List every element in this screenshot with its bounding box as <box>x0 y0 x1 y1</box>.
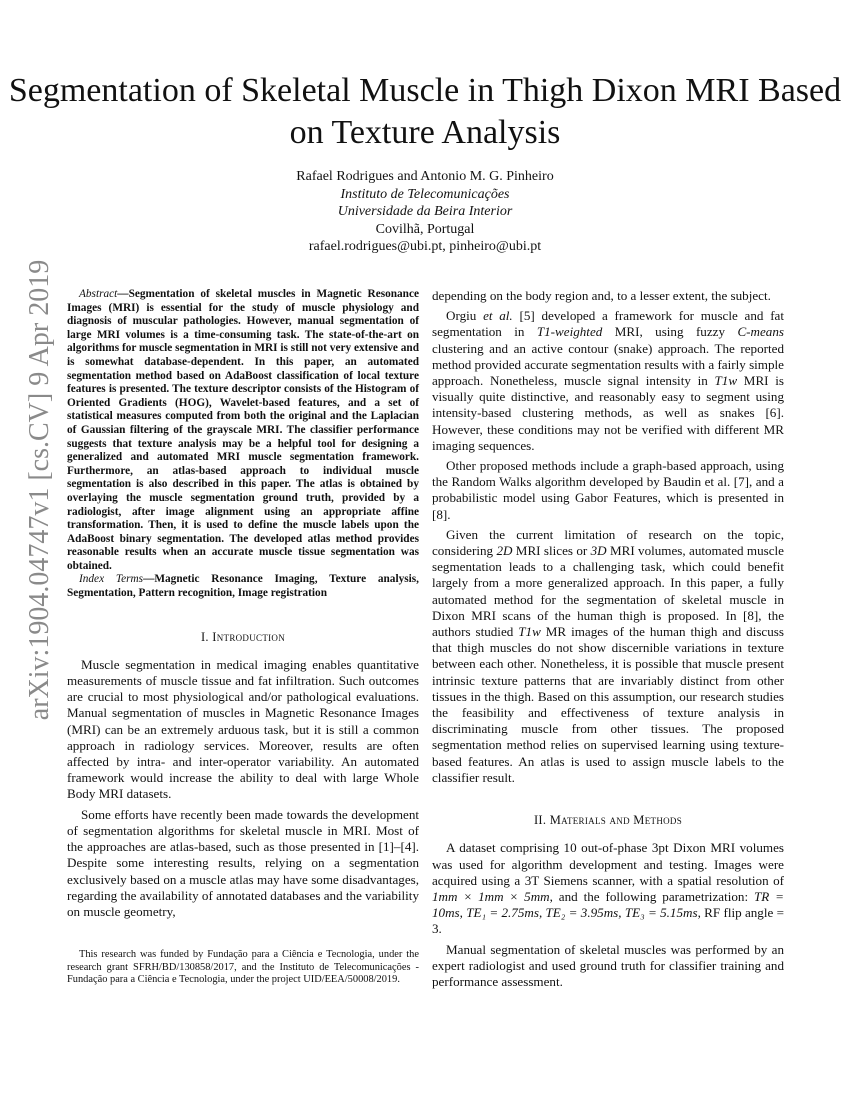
right-paragraph-4 <box>432 840 784 937</box>
text-run: T1w <box>518 624 541 640</box>
funding-footnote: This research was funded by Fundação para a Ciência e Tecnologia, under the research grant SFRH/BD/130858/2017, and the Instituto de Telecomunicações - Fundação para a Ciência e Tecnologia, under the project UID/EEA/50008/2019. <box>67 949 419 986</box>
right-paragraph-5: Manual segmentation of skeletal muscles was performed by an expert radiologist and used ground truth for classifier training and performance assessment. <box>432 941 784 989</box>
text-run: A dataset comprising 10 out-of-phase 3pt Dixon MRI volumes was used for algorithm development and testing. Images were acquired using a 3T Siemens scanner, with a spatial resolution of <box>432 840 784 888</box>
author-block <box>0 168 850 256</box>
authors: Rafael Rodrigues and Antonio M. G. Pinheiro <box>296 169 554 184</box>
left-column <box>67 288 419 924</box>
index-terms-text: —Magnetic Resonance Imaging, Texture analysis, Segmentation, Pattern recognition, Image registration <box>67 573 419 600</box>
right-paragraph-0: depending on the body region and, to a lesser extent, the subject. <box>432 288 771 303</box>
text-run: et al. <box>483 308 513 324</box>
right-paragraph-1 <box>432 308 784 454</box>
text-run: Given the current limitation of research on the topic, considering <box>432 526 784 559</box>
right-column <box>432 288 784 994</box>
affiliation-1: Instituto de Telecomunicações <box>340 186 510 202</box>
text-run: Orgiu <box>446 308 484 324</box>
right-paragraph-3 <box>432 527 784 786</box>
text-run: T1-weighted <box>536 324 603 340</box>
section-heading-introduction: I. Introduction <box>200 629 286 644</box>
emails: rafael.rodrigues@ubi.pt, pinheiro@ubi.pt <box>308 239 542 255</box>
math-run: TR = 10ms, TE₁ = 2.75ms, TE₂ = 3.95ms, TE₃ = 5.15ms <box>432 888 784 921</box>
text-run: , RF flip angle = 3. <box>432 905 784 937</box>
text-run: MRI volumes, automated muscle segmentation leads to a challenging task, which could benefit largely from a more generalized approach. In this paper, a fully automated method for the segmentation of skeletal muscle in Dixon MRI scans of the human thigh is proposed. In [8], the authors studied <box>432 543 784 640</box>
abstract-text: —Segmentation of skeletal muscles in Magnetic Resonance Images (MRI) is essential for the study of muscle physiology and diagnosis of muscular pathologies. However, manual segmentation of large MRI volumes is a time-consuming task. The state-of-the-art on algorithms for muscle segmentation in MRI is still not very extensive and is somewhat database-dependent. In this paper, an automated segmentation method based on AdaBoost classification of local texture features is presented. The texture descriptor consists of the Histogram of Oriented Gradients (HOG), Wavelet-based features, and a set of statistical measures computed from both the original and the Laplacian of Gaussian filtering of the grayscale MRI. The classifier performance suggests that texture analysis may be a helpful tool for designing a generalized and automated MRI muscle segmentation framework. Furthermore, an atlas-based approach to individual muscle segmentation is also described in this paper. The atlas is obtained by overlaying the muscle segmentation ground truth, provided by a radiologist, after image alignment using an appropriate affine transformation. Then, it is used to define the muscle labels upon the AdaBoost binary segmentation. The developed atlas method provides reasonable results when an accurate muscle tissue segmentation was obtained. <box>67 288 419 572</box>
intro-paragraph-1: Muscle segmentation in medical imaging enables quantitative measurements of muscle tissue and fat infiltration. Such outcomes are crucial to most physiological and/or pathological evaluations. Manual segmentation of muscles in Magnetic Resonance Images (MRI) can be an extremely arduous task, but it is still a common approach in radiology services. Moreover, results are often affected by intra- and inter-operator variability. An automated framework would increase the ability to deal with large Whole Body MRI datasets. <box>67 656 419 802</box>
text-run: MR images of the human thigh and discuss that thigh muscles do not show discernible variations in texture between each other. Nonetheless, it is possible that muscle present intrinsic texture patterns that are invariably distinct from other tissues in the thigh. Based on this assumption, our research studies the feasibility and effectiveness of texture analysis in discriminating muscle from other tissues. The proposed segmentation method relies on supervised learning using texture-based features. An atlas is used to assign muscle labels to the classifier result. <box>432 624 784 785</box>
text-run: 3D <box>590 543 607 559</box>
abstract <box>67 288 419 573</box>
text-run: , and the following parametrization: <box>549 888 754 904</box>
city: Covilhã, Portugal <box>375 221 475 237</box>
text-run: 2D <box>496 543 513 559</box>
abstract-label: Abstract <box>79 288 118 300</box>
section-heading-materials-methods: II. Materials and Methods <box>533 813 683 828</box>
index-terms <box>67 573 419 600</box>
arxiv-stamp: arXiv:1904.04747v1 [cs.CV] 9 Apr 2019 <box>24 259 55 721</box>
text-run: T1w <box>714 373 738 389</box>
intro-paragraph-2: Some efforts have recently been made towards the development of segmentation algorithms for skeletal muscle in MRI. Most of the approaches are atlas-based, such as those presented in [1]–[4]. Despite some interesting results, relying on a segmentation exclusively based on a muscle atlas may have some disadvantages, regarding the availability of annotated databases and the variability on muscle geometry, <box>67 806 419 919</box>
affiliation-2: Universidade da Beira Interior <box>337 204 513 220</box>
text-run: [5] developed a framework for muscle and fat segmentation in <box>432 308 785 340</box>
text-run: MRI, using fuzzy <box>602 324 738 340</box>
text-run: C-means <box>737 324 784 340</box>
index-terms-label: Index Terms <box>79 573 144 586</box>
text-run: MRI slices or <box>512 543 591 559</box>
math-run: 1mm × 1mm × 5mm <box>432 888 550 904</box>
text-run: clustering and an active contour (snake) approach. The reported method provided accurate segmentation results with a fairly simple approach. Nonetheless, muscle signal intensity in <box>432 340 784 389</box>
right-paragraph-2: Other proposed methods include a graph-based approach, using the Random Walks algorithm developed by Baudin et al. [7], and a probabilistic model using Gabor Features, which is presented in [8]. <box>432 458 784 522</box>
text-run: MRI is visually quite distinctive, and reasonably easy to segment using intensity-based clustering methods, as well as snakes [6]. However, these conditions may not be verified with different MR imaging sequences. <box>432 373 784 453</box>
paper-title: Segmentation of Skeletal Muscle in Thigh Dixon MRI Based on Texture Analysis <box>8 72 842 151</box>
